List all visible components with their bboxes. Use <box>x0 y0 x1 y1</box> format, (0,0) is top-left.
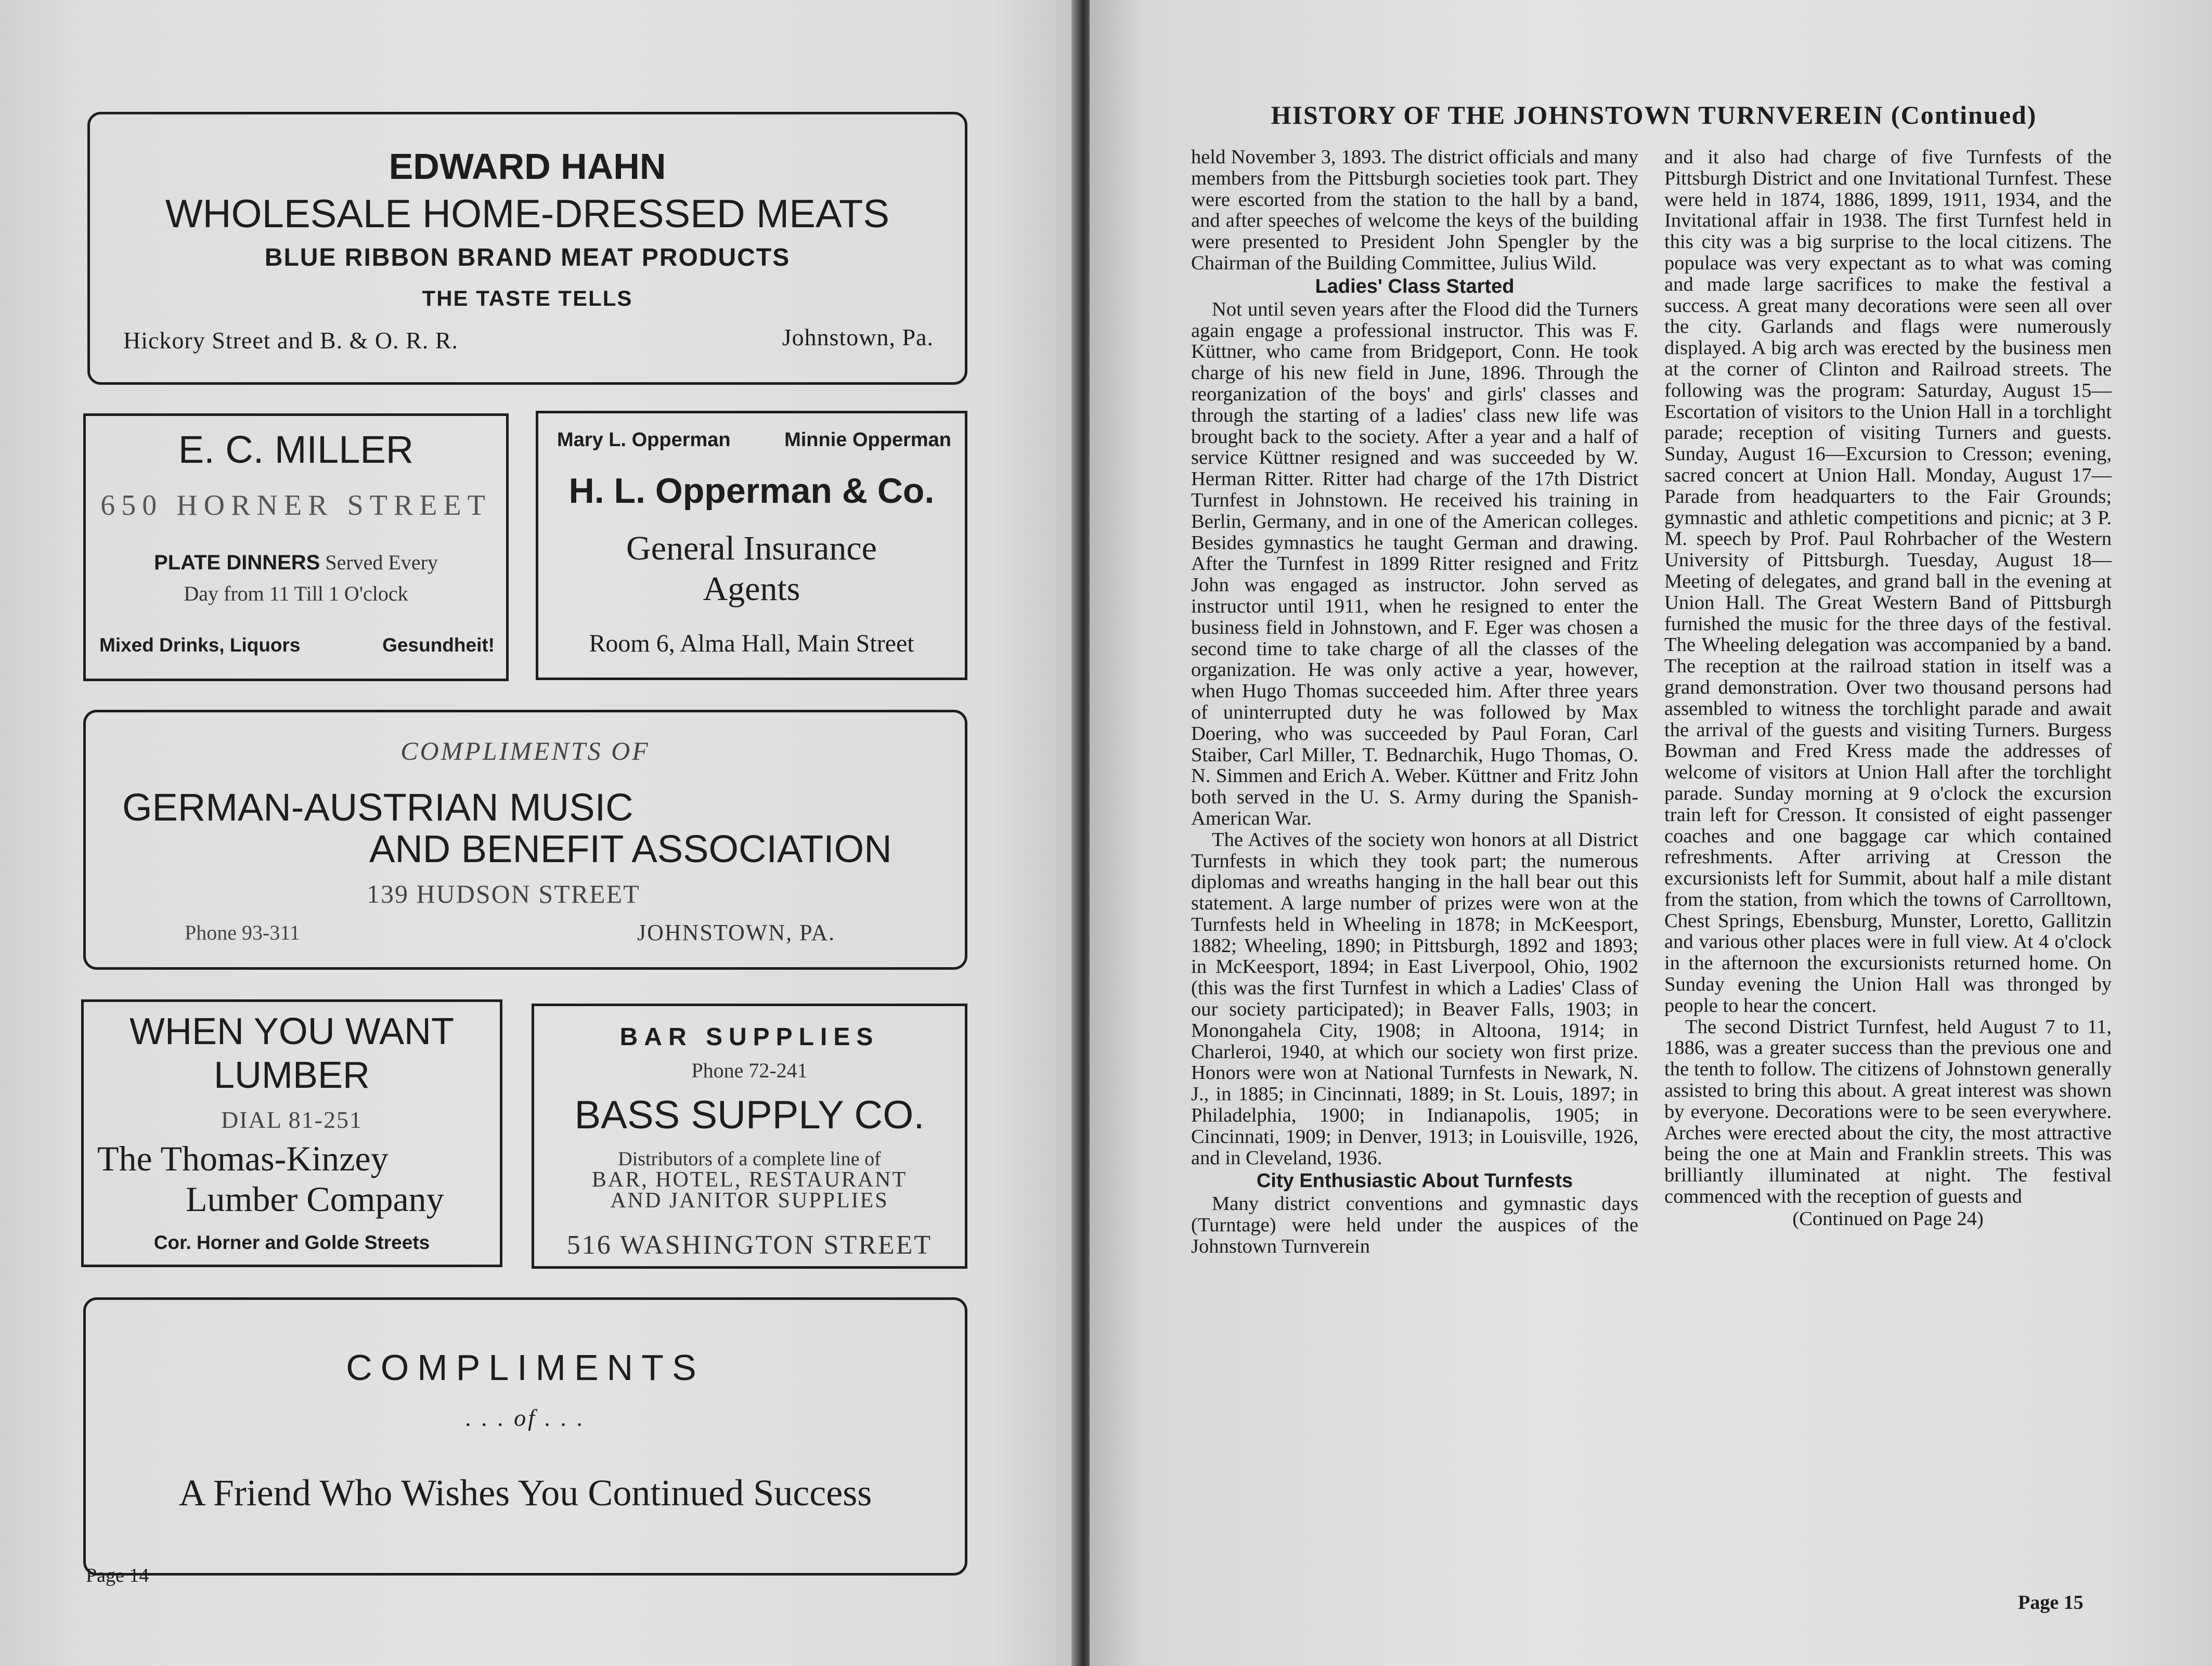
hahn-line1: WHOLESALE HOME-DRESSED MEATS <box>165 192 890 236</box>
opperman-line1: General Insurance <box>626 529 877 567</box>
miller-gesundheit: Gesundheit! <box>382 634 495 656</box>
hahn-name: EDWARD HAHN <box>389 146 666 187</box>
miller-hours: Day from 11 Till 1 O'clock <box>184 582 408 605</box>
ga-city: JOHNSTOWN, PA. <box>637 920 836 945</box>
lumber-company1: The Thomas-Kinzey <box>97 1139 389 1178</box>
friend-line2: . . . of . . . <box>465 1404 585 1431</box>
ad-opperman <box>536 411 967 680</box>
ad-bass-supply <box>532 1004 967 1269</box>
friend-line1: COMPLIMENTS <box>346 1347 705 1388</box>
col2-paragraph-1: and it also had charge of five Turnfests of the Pittsburgh District and one Invitational Turnfest. These were held in 1874, 1886, 1899, 1911, 1934, and the Invitational affair in 1938. The first Turnfest held in this city was a big surprise to the local citizens. The populace was very expectant as to what was coming and made large sacrifices to make the festival a success. A great many decorations were seen all over the city. Garlands and flags were numerously displayed. A big arch was erected by the business men at the corner of Clinton and Railroad streets. The following was the program: Saturday, August 15—Escortation of visitors to the Union Hall in a torchlight parade; reception of visiting Turners and guests. Sunday, August 16—Excursion to Cresson; evening, sacred concert at Union Hall. Monday, August 17—Parade from headquarters to the Fair Grounds; gymnastic and athletic competitions and picnic; at 3 P. M. speech by Prof. Paul Rohrbacher of the Western University of Pittsburgh. Tuesday, August 18—Meeting of delegates, and grand ball in the evening at Union Hall. The Great Western Band of Pittsburgh furnished the music for the three days of the festival. The Wheeling delegation was accompanied by a band. The reception at the railroad station in itself was a grand demonstration. Over two thousand persons had assembled to witness the torchlight parade and await the arrival of the guests and visiting Turners. Burgess Bowman and Fred Kress made the addresses of welcome of visitors at Union Hall after the torchlight parade. Sunday morning at 9 o'clock the excursion train left for Cresson. It consisted of eight passenger coaches and one baggage car which contained refreshments. After arriving at Cresson the excursionists left for Summit, about half a mile distant from the station, from which the towns of Carrolltown, Chest Springs, Ebensburg, Munster, Loretto, Gallitzin and various other places were in full view. At 4 o'clock in the afternoon the excursionists returned home. On Sunday evening the Union Hall was thronged by people to hear the concert. <box>1664 146 2112 1017</box>
bass-company: BASS SUPPLY CO. <box>574 1093 925 1137</box>
page-number-right: Page 15 <box>2018 1592 2084 1613</box>
opperman-address: Room 6, Alma Hall, Main Street <box>589 630 914 657</box>
opperman-company: H. L. Opperman & Co. <box>568 471 935 511</box>
ad-edward-hahn <box>87 112 967 385</box>
bass-desc2: BAR, HOTEL, RESTAURANT <box>591 1168 908 1192</box>
lumber-company2: Lumber Company <box>186 1179 444 1219</box>
ga-line1: GERMAN-AUSTRIAN MUSIC <box>122 786 633 829</box>
col1-paragraph-3: The Actives of the society won honors at all District Turnfests in which they took part; the numerous diplomas and wreaths hanging in the hall bear out this statement. A large number of prizes were won at the Turnfests held in Wheeling in 1878; in McKeesport, 1882; Wheeling, 1890; in Pittsburgh, 1892 and 1893; in McKeesport, 1894; in East Liverpool, Ohio, 1902 (this was the first Turnfest in which a Ladies' Class of our society participated); in Beaver Falls, 1903; in Monongahela City, 1908; in Altoona, 1914; in Charleroi, 1940, at which our society won first prize. Honors were won at National Turnfests in Newark, N. J., in 1885; in Cincinnati, 1889; in St. Louis, 1897; in Philadelphia, 1900; in Indianapolis, 1905; in Cincinnati, 1909; in Denver, 1913; in Louisville, 1926, and in Cleveland, 1936. <box>1191 828 1638 1169</box>
hahn-line3: THE TASTE TELLS <box>422 286 633 310</box>
col1-paragraph-2: Not until seven years after the Flood did the Turners again engage a professional instructor. This was F. Küttner, who came from Bridgeport, Conn. He took charge of his new field in June, 1896. Through the reorganization of the boys' and girls' classes and through the starting of a ladies' class new life was brought back to the society. After a year and a half of service Küttner resigned and was succeeded by W. Herman Ritter. Ritter had charge of the 17th District Turnfest in Johnstown. He received his training in Berlin, Germany, and in one of the American colleges. Besides gymnastics he taught German and drawing. After the Turnfest in 1899 Ritter resigned and Fritz John was engaged as instructor. John served as instructor until 1911, when he resigned to enter the business field in Johnstown, and F. Eger was chosen a second time to take charge of all the classes of the organization. He was only active a year, however, when Hugo Thomas succeeded him. After three years of uninterrupted duty he was followed by Max Doering, who was succeeded by Paul Foran, Carl Staiber, Carl Miller, T. Bednarchik, Hugo Thomas, O. N. Simmen and Erich A. Weber. Küttner and Fritz John both served in the U. S. Army during the Spanish-American War. <box>1191 298 1638 829</box>
miller-plate-line <box>86 550 506 575</box>
running-head: HISTORY OF THE JOHNSTOWN TURNVEREIN (Continued) <box>1271 100 2037 129</box>
ga-line2: AND BENEFIT ASSOCIATION <box>369 827 892 870</box>
ga-street: 139 HUDSON STREET <box>367 879 640 908</box>
ad-german-austrian <box>83 710 967 970</box>
hahn-address: Hickory Street and B. & O. R. R. <box>123 327 458 354</box>
opperman-line2: Agents <box>703 570 800 608</box>
hahn-city: Johnstown, Pa. <box>782 324 934 350</box>
left-page <box>0 0 1079 1666</box>
lumber-line2: LUMBER <box>213 1055 370 1096</box>
col2-paragraph-2: The second District Turnfest, held August 7 to 11, 1886, was a greater success than the previous one and the tenth to follow. The citizens of Johnstown generally assisted to bring this about. A great interest was shown by everyone. Decorations were to be seen everywhere. Arches were erected about the city, the most attractive being the one at Main and Franklin streets. This was brilliantly illuminated at night. The festival commenced with the reception of guests and <box>1664 1016 2112 1208</box>
bass-desc3: AND JANITOR SUPPLIES <box>610 1189 889 1213</box>
ga-compliments: COMPLIMENTS OF <box>400 736 650 765</box>
text-column-2 <box>1664 147 2112 1571</box>
ad-ec-miller <box>83 413 509 681</box>
miller-plate-bold: PLATE DINNERS <box>154 551 320 574</box>
miller-plate-rest: Served Every <box>320 551 438 574</box>
bass-phone: Phone 72-241 <box>691 1059 808 1082</box>
opperman-name2: Minnie Opperman <box>784 429 951 451</box>
opperman-name1: Mary L. Opperman <box>557 429 731 451</box>
ad-lumber <box>81 999 502 1267</box>
friend-line3: A Friend Who Wishes You Continued Success <box>178 1472 872 1514</box>
ga-phone: Phone 93-311 <box>185 921 300 944</box>
lumber-dial <box>84 1106 500 1134</box>
col1-paragraph-4: Many district conventions and gymnastic days (Turntage) were held under the auspices of the Johnstown Turnverein <box>1191 1193 1638 1258</box>
miller-drinks: Mixed Drinks, Liquors <box>99 634 301 656</box>
hahn-line2: BLUE RIBBON BRAND MEAT PRODUCTS <box>264 244 791 271</box>
miller-street: 650 HORNER STREET <box>100 489 491 522</box>
page-number-left: Page 14 <box>86 1565 149 1586</box>
bass-address: 516 WASHINGTON STREET <box>566 1230 933 1260</box>
lumber-dial-text: DIAL 81-251 <box>221 1107 363 1133</box>
ad-friend-compliments <box>83 1297 967 1576</box>
miller-name: E. C. MILLER <box>178 428 414 471</box>
bass-desc1: Distributors of a complete line of <box>618 1148 881 1170</box>
col1-heading-city-enthusiastic: City Enthusiastic About Turnfests <box>1256 1170 1573 1192</box>
col1-paragraph-1: held November 3, 1893. The district officials and many members from the Pittsburgh societies took part. They were escorted from the station to the hall by a band, and after speeches of welcome the keys of the building were presented to President John Spengler by the Chairman of the Building Committee, Julius Wild. <box>1191 146 1638 274</box>
lumber-address: Cor. Horner and Golde Streets <box>153 1232 430 1253</box>
continued-note: (Continued on Page 24) <box>1792 1207 1984 1230</box>
bass-line1: BAR SUPPLIES <box>619 1023 879 1051</box>
lumber-line1: WHEN YOU WANT <box>130 1011 454 1052</box>
text-column-1 <box>1191 147 1638 1571</box>
col1-heading-ladies-class: Ladies' Class Started <box>1315 275 1515 297</box>
